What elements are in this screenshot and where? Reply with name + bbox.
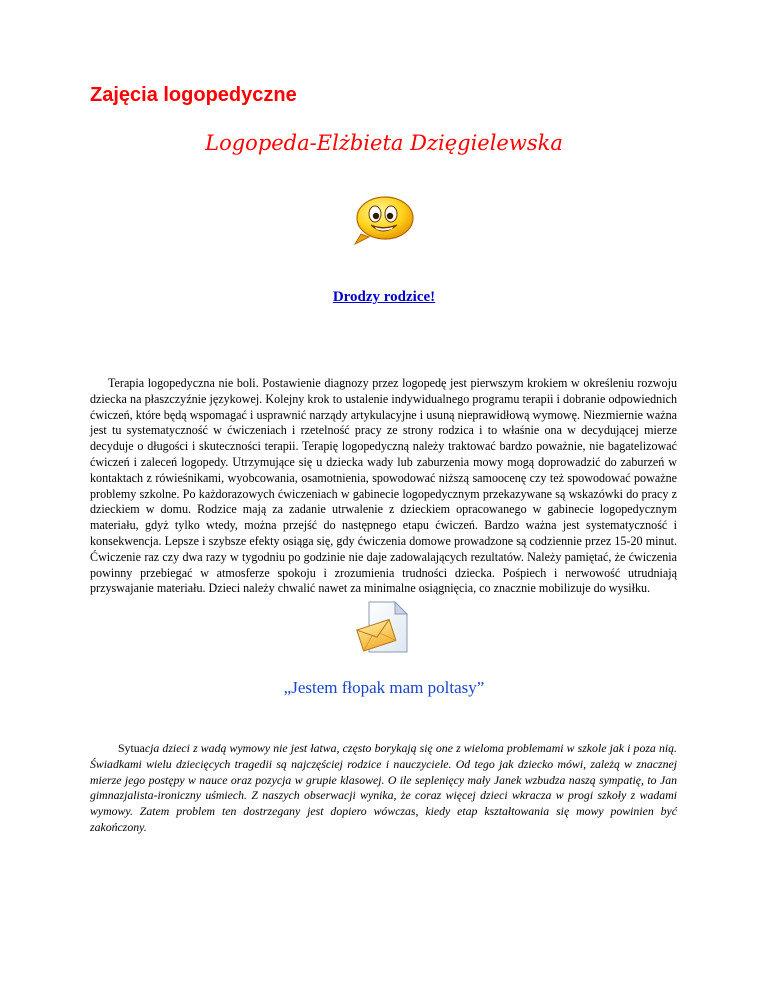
smiley-speech-bubble-icon (353, 194, 415, 246)
page-title: Zajęcia logopedyczne (90, 84, 297, 106)
situation-intro-text: Sytua (118, 741, 145, 755)
smiley-svg (353, 194, 415, 246)
situation-paragraph (90, 741, 677, 836)
author-name: Logopeda-Elżbieta Dzięgielewska (205, 131, 563, 155)
envelope-svg (355, 600, 411, 654)
greeting-link[interactable]: Drodzy rodzice! (332, 289, 436, 305)
situation-body-text: cja dzieci z wadą wymowy nie jest łatwa, często borykają się one z wieloma problemami w szkole jak i poza nią. Świadkami wielu dziecięcych tragedii są najczęściej rodzice i nauczyciele. Od tego jak dziecko mówi, zależą w znacznej mierze jego postępy w nauce oraz pozycja w grupie klasowej. O ile seplenięcy mały Janek wzbudza naszą sympatię, to Jan gimnazjalista-ironiczny uśmiech. Z naszych obserwacji wynika, że coraz więcej dzieci wkracza w progi szkoły z wadami wymowy. Zatem problem ten dostrzegany jest dopiero wówczas, kiedy etap kształtowania się mowy powinien być zakończony. (90, 741, 677, 834)
envelope-document-icon (355, 600, 411, 654)
article-title-link[interactable]: „Jestem fłopak mam poltasy” (283, 678, 485, 697)
therapy-paragraph: Terapia logopedyczna nie boli. Postawienie diagnozy przez logopedę jest pierwszym krokiem w określeniu rozwoju dziecka na płaszczyźnie językowej. Kolejny krok to ustalenie indywidualnego programu terapii i dobranie odpowiednich ćwiczeń, które będą wspomagać i usprawnić narządy artykulacyjne i usuną nieprawidłową wymowę. Niezmiernie ważna jest tu systematyczność w ćwiczeniach i rzetelność pracy ze strony rodzica i to właśnie ona w decydującej mierze decyduje o długości i skuteczności terapii. Terapię logopedyczną należy traktować bardzo poważnie, nie bagatelizować ćwiczeń i zaleceń logopedy. Utrzymujące się u dziecka wady lub zaburzenia mowy mogą doprowadzić do zaburzeń w kontaktach z rówieśnikami, wyobcowania, osamotnienia, spowodować niższą samoocenę czy też spowodować poważne problemy szkolne. Po każdorazowych ćwiczeniach w gabinecie logopedycznym przekazywane są wskazówki do pracy z dzieckiem w domu. Rodzice mają za zadanie utrwalenie z dzieckiem opracowanego w gabinecie logopedycznym materiału, gdyż tylko wtedy, można przejść do następnego etapu ćwiczeń. Bardzo ważna jest systematyczność i konsekwencja. Lepsze i szybsze efekty osiąga się, gdy ćwiczenia domowe prowadzone są codziennie przez 15-20 minut. Ćwiczenie raz czy dwa razy w tygodniu po godzinie nie daje zadowalających rezultatów. Należy pamiętać, że ćwiczenia powinny przebiegać w atmosferze spokoju i zrozumienia trudności dziecka. Pośpiech i nerwowość utrudniają przyswajanie materiału. Dzieci należy chwalić nawet za minimalne osiągnięcia, co znacznie mobilizuje do wysiłku. (90, 376, 677, 596)
